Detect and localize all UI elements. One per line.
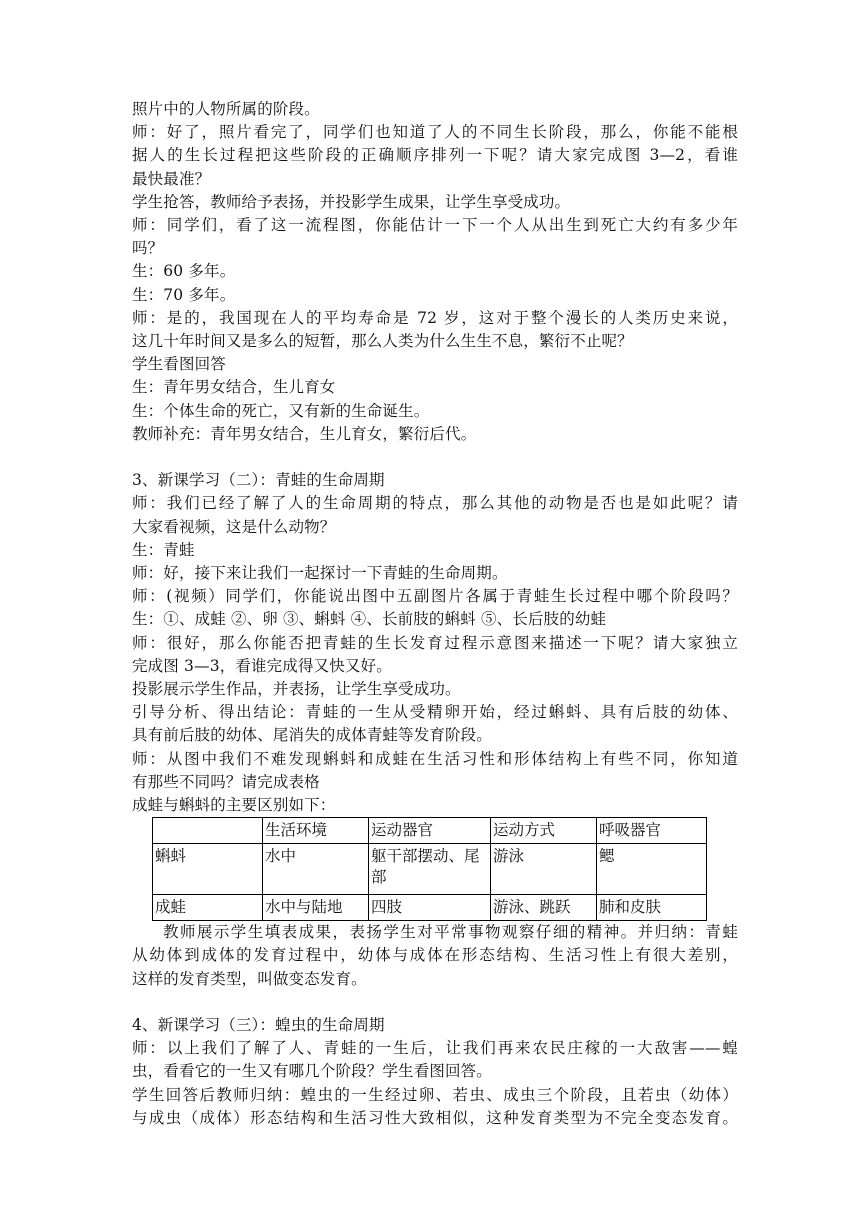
text-line: 学生看图回答 [132,355,226,374]
section-3 [132,469,738,991]
text-line: 这几十年时间又是多么的短暂，那么人类为什么生生不息，繁衍不止呢？ [132,332,633,351]
table-header-cell: 呼吸器官 [597,818,707,844]
text-line: 与成虫（成体）形态结构和生活习性大致相似，这种发育类型为不完全变态发育。 [132,1108,738,1127]
text-line: 生：青年男女结合，生儿育女 [132,378,336,397]
table-header-cell: 运动方式 [491,818,597,844]
text-line: 大家看视频，这是什么动物？ [132,517,336,536]
text-line: 投影展示学生作品，并表扬，让学生享受成功。 [132,680,461,699]
text-line: 师：从图中我们不难发现蝌蚪和成蛙在生活习性和形体结构上有些不同，你知道 [132,749,738,768]
text-line: 从幼体到成体的发育过程中，幼体与成体在形态结构、生活习性上有很大差别， [132,946,738,965]
section-4 [132,1014,738,1130]
text-line: 照片中的人物所属的阶段。 [132,100,320,118]
table-row [153,895,707,921]
text-line: 具有前后肢的幼体、尾消失的成体青蛙等发育阶段。 [132,726,492,745]
table-header-cell: 生活环境 [263,818,369,844]
text-line: 学生回答后教师归纳：蝗虫的一生经过卵、若虫、成虫三个阶段，且若虫（幼体） [132,1085,738,1104]
text-line: 生：个体生命的死亡，又有新的生命诞生。 [132,401,430,420]
document-page [132,98,738,1130]
text-line: 师：好了，照片看完了，同学们也知道了人的不同生长阶段，那么，你能不能根 [132,123,738,142]
section-heading: 4、新课学习（三）：蝗虫的生命周期 [132,1016,385,1035]
text-line: 师：我们已经了解了人的生命周期的特点，那么其他的动物是否也是如此呢？请 [132,494,738,513]
table-cell: 躯干部摆动、尾部 [369,844,491,895]
text-line: 吗？ [132,239,164,258]
text-line: 这样的发育类型，叫做变态发育。 [132,969,367,988]
table-cell: 游泳 [491,844,597,895]
table-cell: 成蛙 [153,895,263,921]
table-cell: 游泳、跳跃 [491,895,597,921]
text-line: 成蛙与蝌蚪的主要区别如下： [132,796,336,815]
text-line: 生：①、成蛙 ②、卵 ③、蝌蚪 ④、长前肢的蝌蚪 ⑤、长后肢的幼蛙 [132,610,607,629]
text-line: 师：是的，我国现在人的平均寿命是 72 岁，这对于整个漫长的人类历史来说， [132,308,738,327]
table-cell: 四肢 [369,895,491,921]
text-line: 教师补充：青年男女结合，生儿育女，繁衍后代。 [132,424,477,443]
text-line: 教师展示学生填表成果，表扬学生对平常事物观察仔细的精神。并归纳：青蛙 [163,923,738,942]
table-row [153,844,707,895]
table-cell: 肺和皮肤 [597,895,707,921]
text-line: 生：70 多年。 [132,285,236,304]
text-line: 师：(视频）同学们，你能说出图中五副图片各属于青蛙生长过程中哪个阶段吗？ [132,587,738,606]
table-header-row [153,818,707,844]
text-line: 生：青蛙 [132,540,195,559]
text-line: 生：60 多年。 [132,262,236,281]
text-line: 学生抢答，教师给予表扬，并投影学生成果，让学生享受成功。 [132,192,571,211]
text-line: 据人的生长过程把这些阶段的正确顺序排列一下呢？请大家完成图 3—2，看谁 [132,146,738,165]
text-line: 最快最准？ [132,169,211,188]
table-cell: 水中 [263,844,369,895]
text-line: 引导分析、得出结论：青蛙的一生从受精卵开始，经过蝌蚪、具有后肢的幼体、 [132,703,738,722]
text-line: 师：很好，那么你能否把青蛙的生长发育过程示意图来描述一下呢？请大家独立 [132,633,738,652]
section-1-text [132,98,738,446]
text-line: 师：以上我们了解了人、青蛙的一生后，让我们再来农民庄稼的一大敌害——蝗 [132,1039,738,1058]
paragraph-spacer [132,446,738,469]
table-cell: 水中与陆地 [263,895,369,921]
comparison-table [152,817,707,921]
paragraph-spacer [132,991,738,1014]
text-line: 师：同学们，看了这一流程图，你能估计一下一个人从出生到死亡大约有多少年 [132,216,738,235]
text-line: 师：好，接下来让我们一起探讨一下青蛙的生命周期。 [132,564,508,583]
table-header-cell: 运动器官 [369,818,491,844]
table-header-cell [153,818,263,844]
table-cell: 鳃 [597,844,707,895]
text-line: 有那些不同吗？请完成表格 [132,772,320,791]
text-line: 完成图 3—3，看谁完成得又快又好。 [132,656,392,675]
text-line: 虫，看看它的一生又有哪几个阶段？学生看图回答。 [132,1062,492,1081]
table-cell: 蝌蚪 [153,844,263,895]
section-heading: 3、新课学习（二）：青蛙的生命周期 [132,471,385,490]
